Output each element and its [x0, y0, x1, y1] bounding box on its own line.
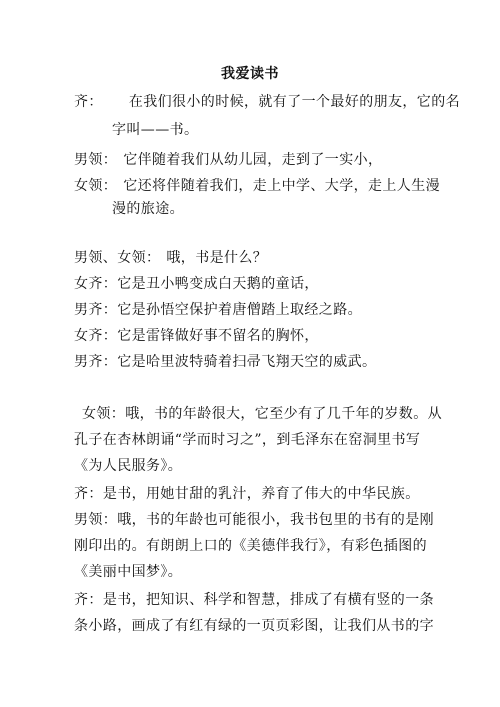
- script-line: [74, 617, 434, 635]
- line-text: 它是丑小鸭变成白天鹅的童话，: [117, 276, 319, 292]
- script-line: [74, 537, 427, 555]
- speaker-label: 女齐：: [74, 328, 118, 344]
- script-line: [74, 93, 460, 111]
- speaker-label: 男领：: [74, 512, 118, 528]
- script-line: [74, 275, 319, 293]
- line-text: 刚印出的。有朗朗上口的《美德伴我行》，有彩色插图的: [74, 538, 427, 554]
- line-text: 《美丽中国梦》。: [74, 564, 183, 580]
- speaker-label: 男领、女领：: [74, 250, 161, 266]
- script-line: [74, 485, 420, 503]
- line-text: 是书，用她甘甜的乳汁，养育了伟大的中华民族。: [102, 486, 420, 502]
- line-text: 它是雷锋做好事不留名的胸怀，: [117, 328, 319, 344]
- document-title: 我爱读书: [221, 66, 279, 82]
- line-text: 哦，书的年龄也可能很小，我书包里的书有的是刚: [117, 512, 435, 528]
- script-line: [74, 563, 182, 581]
- speaker-label: 男领：: [74, 152, 118, 168]
- line-text: 哦，书是什么？: [166, 250, 268, 266]
- script-line: [112, 200, 184, 218]
- script-line: [74, 457, 182, 475]
- script-line: [74, 301, 362, 319]
- speaker-label: 齐：: [74, 486, 103, 502]
- line-text: 它是哈里波特骑着扫帚飞翔天空的威武。: [117, 354, 377, 370]
- script-line: [74, 177, 440, 195]
- line-text: 哦，书的年龄很大，它至少有了几千年的岁数。从: [125, 406, 443, 422]
- speaker-label: 女领：: [74, 178, 118, 194]
- speaker-label: 齐：: [74, 94, 103, 110]
- line-text: 字叫——书。: [112, 122, 199, 138]
- line-text: 它还将伴随着我们，走上中学、大学，走上人生漫: [123, 178, 441, 194]
- script-line: [74, 151, 382, 169]
- script-line: [74, 353, 376, 371]
- script-line: [74, 591, 434, 609]
- script-line: [74, 431, 420, 449]
- line-text: 在我们很小的时候，就有了一个最好的朋友，它的名: [128, 94, 461, 110]
- speaker-label: 齐：: [74, 592, 103, 608]
- speaker-label: 女领：: [82, 406, 126, 422]
- line-text: 它伴随着我们从幼儿园，走到了一实小，: [123, 152, 383, 168]
- line-text: 孔子在杏林朗诵“学而时习之”，到毛泽东在窑洞里书写: [74, 432, 421, 448]
- speaker-label: 女齐：: [74, 276, 118, 292]
- line-text: 它是孙悟空保护着唐僧踏上取经之路。: [117, 302, 363, 318]
- speaker-label: 男齐：: [74, 302, 118, 318]
- script-line: [74, 249, 267, 267]
- script-line: [74, 327, 319, 345]
- script-line: [74, 511, 434, 529]
- script-line: [112, 121, 198, 139]
- line-text: 条小路，画成了有红有绿的一页页彩图，让我们从书的字: [74, 618, 434, 634]
- line-text: 是书，把知识、科学和智慧，排成了有横有竖的一条: [102, 592, 435, 608]
- line-text: 漫的旅途。: [112, 201, 184, 217]
- speaker-label: 男齐：: [74, 354, 118, 370]
- line-text: 《为人民服务》。: [74, 458, 183, 474]
- script-line: [82, 405, 442, 423]
